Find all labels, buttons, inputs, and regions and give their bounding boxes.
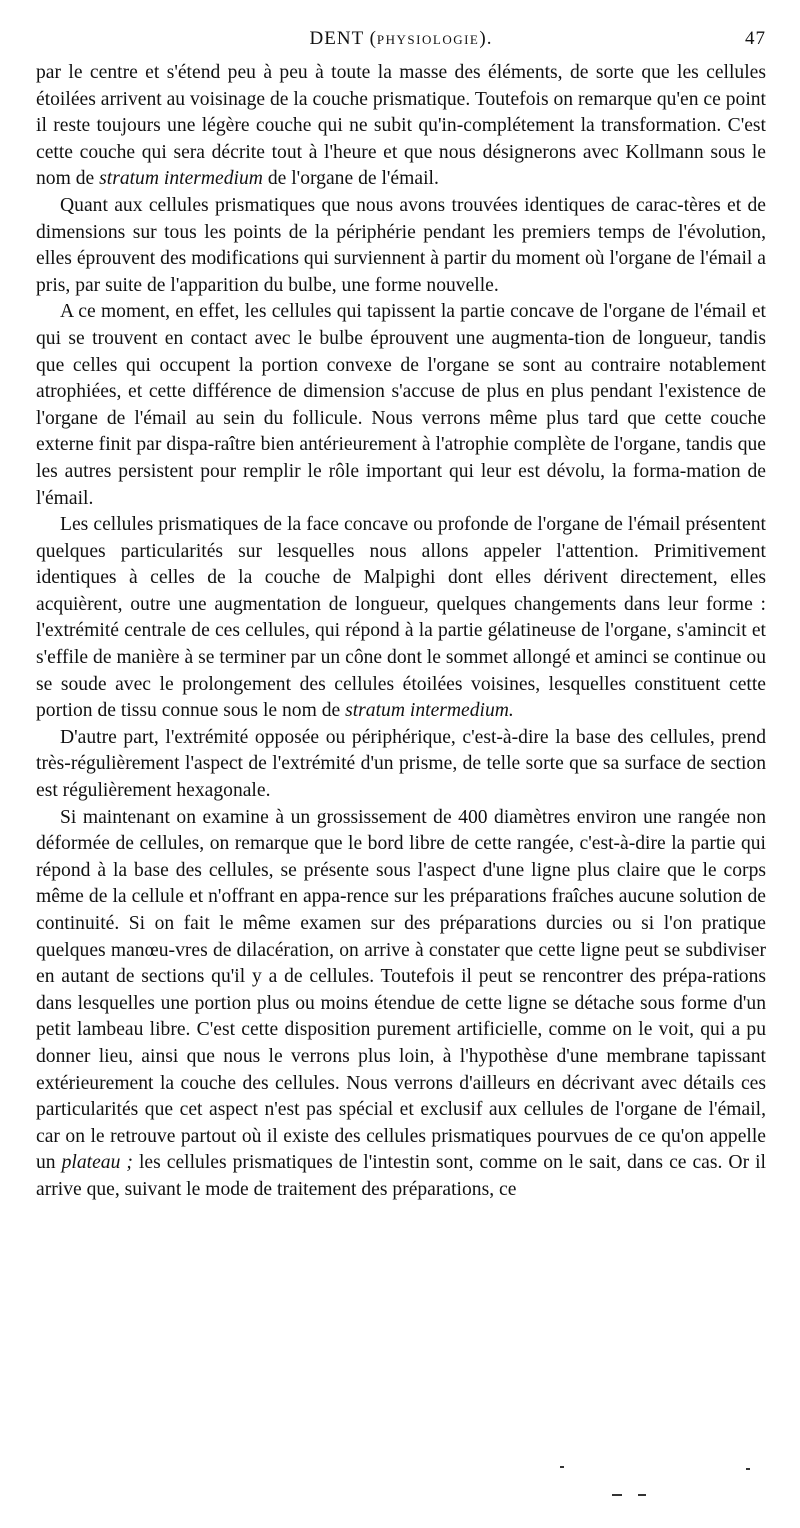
text-segment: Quant aux cellules prismatiques que nous avons trouvées identiques de carac-tères et de dimensions sur tous les points de la périphérie pendant les premiers temps de l'évolution, elles éprouvent des modifications qui surviennent à partir du moment où l'organe de l'émail a pris, par suite de l'apparition du bulbe, une forme nouvelle. [36,194,766,296]
running-header [36,28,766,60]
document-page [36,28,766,1204]
text-segment: les cellules prismatiques de l'intestin sont, comme on le sait, dans ce cas. Or il arrive que, suivant le mode de traitement des préparations, ce [36,1152,766,1200]
text-segment: D'autre part, l'extrémité opposée ou périphérique, c'est-à-dire la base des cellules, prend très-régulièrement l'aspect de l'extrémité d'un prisme, de telle sorte que sa surface de section est régulièrement hexagonale. [36,726,766,802]
text-segment: A ce moment, en effet, les cellules qui tapissent la partie concave de l'organe de l'émail et qui se trouvent en contact avec le bulbe éprouvent une augmenta-tion de longueur, tandis que celles qui occupent la portion convexe de l'organe se sont au contraire notablement atrophiées, et cette différence de dimension s'accuse de plus en plus pendant l'existence de l'organe de l'émail au sein du follicule. Nous verrons même plus tard que cette couche externe finit par dispa-raître bien antérieurement à l'atrophie complète de l'organe, tandis que les autres persistent pour remplir le rôle important qui leur est dévolu, la forma-mation de l'émail. [36,301,766,509]
italic-term: stratum intermedium. [345,700,514,722]
text-segment: par le centre et s'étend peu à peu à toute la masse des éléments, de sorte que les cellules étoilées arrivent au voisinage de la couche prismatique. Toutefois on remarque qu'en ce point il reste toujours une légère couche qui ne subit qu'in-complétement la transformation. C'est cette couche qui sera décrite tout à l'heure et que nous désignerons avec Kollmann sous le nom de [36,62,766,190]
paragraph [36,725,766,805]
text-segment: Les cellules prismatiques de la face concave ou profonde de l'organe de l'émail présentent quelques particularités sur lesquelles nous allons appeler l'attention. Primitivement identiques à celles de la couche de Malpighi dont elles dérivent directement, elles acquièrent, outre une augmentation de longueur, quelques changements dans leur forme : l'extrémité centrale de ces cellules, qui répond à la partie gélatineuse de l'organe, s'amincit et s'effile de manière à se terminer par un cône dont le sommet allongé et aminci se continue ou se soude avec le prolongement des cellules étoilées voisines, lesquelles constituent cette portion de tissu connue sous le nom de [36,514,766,722]
paragraph [36,193,766,299]
italic-term: plateau ; [61,1152,133,1174]
text-segment: Si maintenant on examine à un grossissement de 400 diamètres environ une rangée non déformée de cellules, on remarque que le bord libre de cette rangée, c'est-à-dire la partie qui répond à la base des cellules, se présente sous l'aspect d'une ligne plus claire que le corps même de la cellule et n'offrant en appa-rence sur les préparations fraîches aucune solution de continuité. Si on fait le même examen sur des préparations durcies ou si l'on pratique quelques manœu-vres de dilacération, on arrive à constater que cette ligne peut se subdiviser en autant de sections qu'il y a de cellules. Toutefois il peut se rencontrer des prépa-rations dans lesquelles une portion plus ou moins étendue de cette ligne se détache sous forme d'un petit lambeau libre. C'est cette disposition purement artificielle, comme on le voit, qui a pu donner lieu, ainsi que nous le verrons plus loin, à l'hypothèse d'une membrane tapissant extérieurement la couche des cellules. Nous verrons d'ailleurs en décrivant avec détails ces particularités que cet aspect n'est pas spécial et exclusif aux cellules de l'organe de l'émail, car on le retrouve partout où il existe des cellules prismatiques pourvues de ce qu'on appelle un [36,806,766,1174]
running-title-main: DENT ( [309,28,377,49]
italic-term: stratum intermedium [99,168,263,190]
paragraph [36,512,766,725]
running-title [36,28,766,50]
text-segment: de l'organe de l'émail. [262,168,439,190]
paragraph [36,299,766,512]
body-text [36,60,766,1204]
paragraph [36,805,766,1204]
page-number: 47 [745,28,766,49]
paragraph [36,60,766,193]
running-title-end: ). [479,28,493,49]
running-title-small-caps: PHYSIOLOGIE [376,32,480,47]
scan-specks [560,1462,760,1502]
